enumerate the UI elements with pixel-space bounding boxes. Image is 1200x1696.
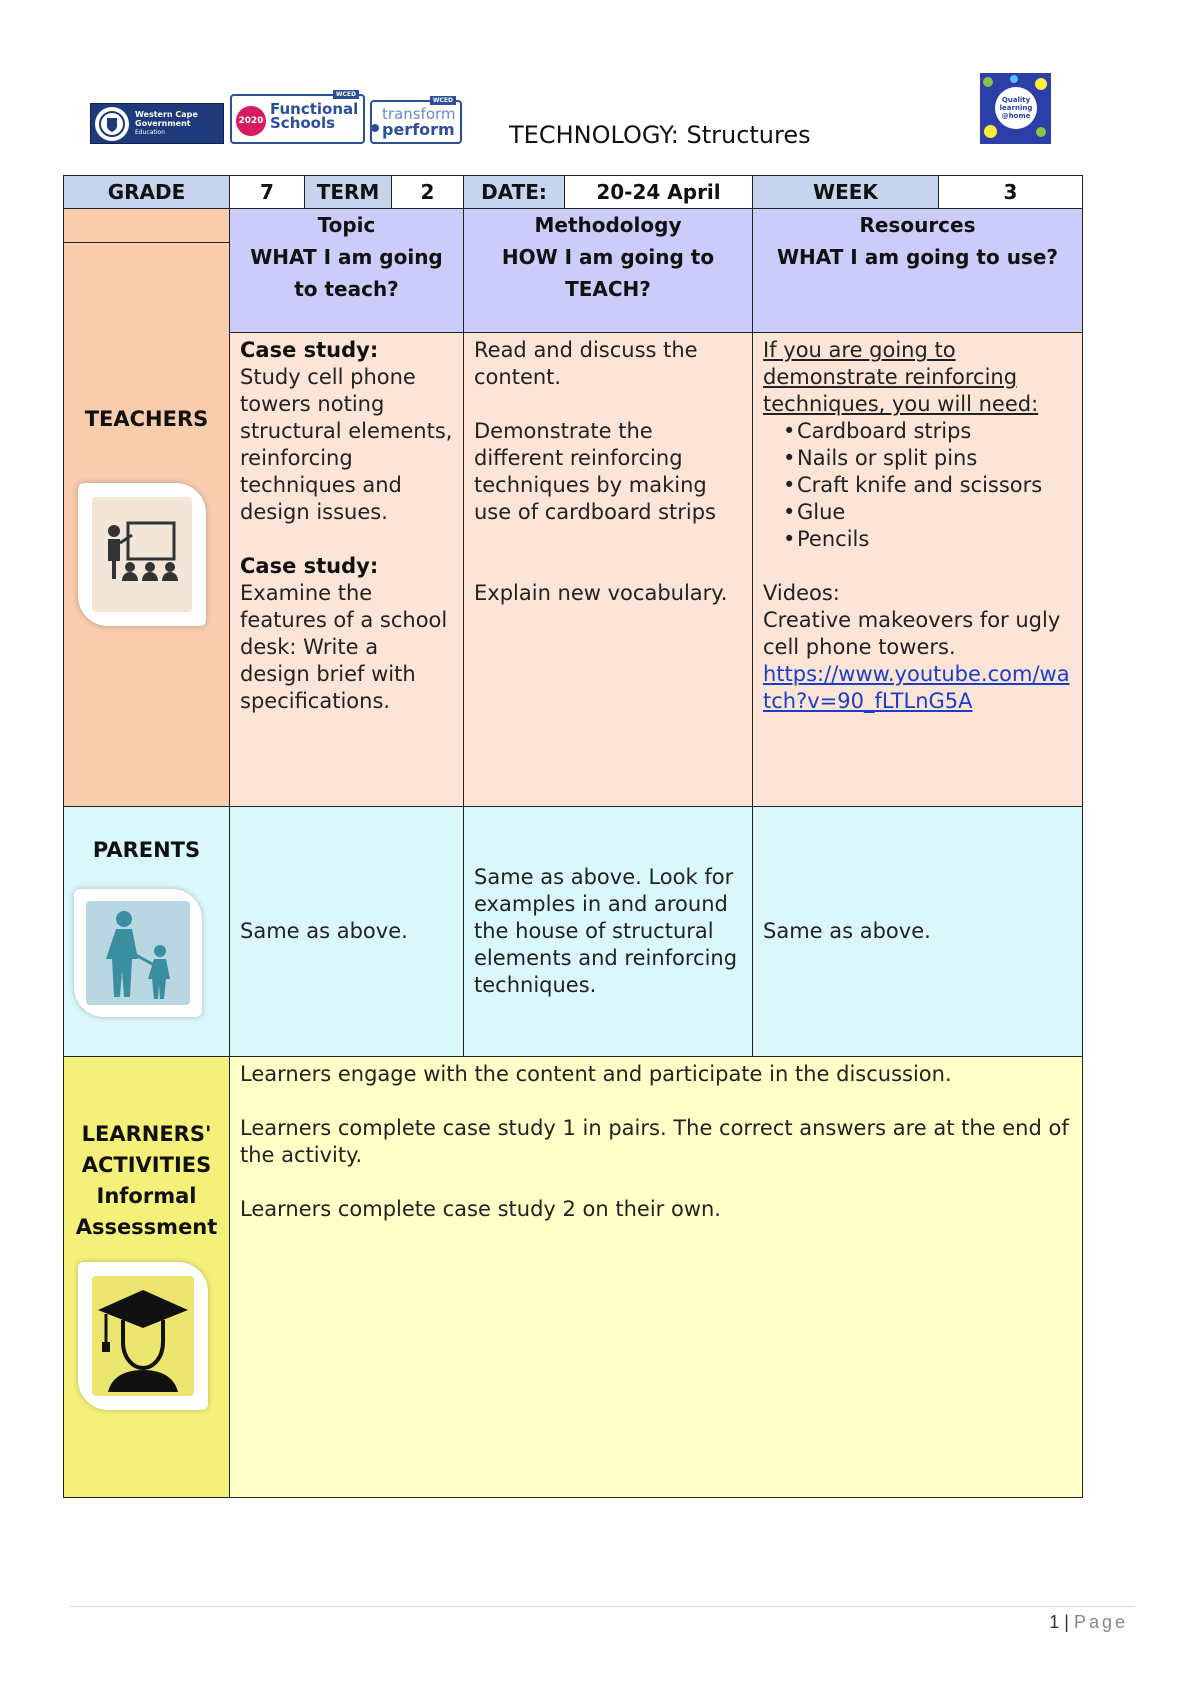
parents-methodology-text: Same as above. Look for examples in and around the house of structural elements and reinforcing techniques. [474, 865, 738, 997]
learners-p3: Learners complete case study 2 on their own. [240, 1197, 721, 1221]
resource-item: • Craft knife and scissors [783, 472, 1072, 499]
page-word: Page [1073, 1612, 1128, 1632]
parents-resources-text: Same as above. [763, 919, 931, 943]
western-cape-government-logo [90, 103, 224, 144]
video-link[interactable]: https://www.youtube.com/watch?v=90_fLTLnG5A [763, 662, 1070, 713]
resources-header-line1: Resources [859, 213, 976, 237]
topic-header-line1: Topic [317, 213, 376, 237]
page-number: 1 [1049, 1612, 1060, 1632]
blank-header-cell [63, 208, 230, 243]
resource-item: • Cardboard strips [783, 418, 1072, 445]
perform-word: perform [382, 120, 455, 139]
methodology-column-header [463, 208, 753, 333]
footer-divider [70, 1606, 1135, 1607]
parents-resources-cell [752, 806, 1083, 1057]
resource-item: • Nails or split pins [783, 445, 1072, 472]
methodology-header-line1: Methodology [534, 213, 682, 237]
resources-column-header [752, 208, 1083, 333]
teacher-presenting-icon [78, 483, 206, 626]
coat-of-arms-icon [95, 107, 129, 141]
quality-learning-at-home-logo [980, 73, 1051, 144]
methodology-header-line3: TEACH? [565, 277, 651, 301]
wcg-line1: Western Cape [135, 110, 198, 119]
parents-label: PARENTS [92, 838, 201, 862]
learners-p1: Learners engage with the content and participate in the discussion. [240, 1062, 952, 1086]
schools-word: Schools [270, 114, 336, 132]
methodology-p3: Explain new vocabulary. [474, 581, 728, 605]
week-value: 3 [938, 175, 1083, 209]
transform-perform-logo [370, 97, 462, 144]
footer-separator: | [1064, 1612, 1069, 1632]
learners-activities-cell [229, 1056, 1083, 1498]
year-2020-badge: 2020 [236, 106, 266, 136]
methodology-p1: Read and discuss the content. [474, 338, 698, 389]
videos-label: Videos: [763, 581, 840, 605]
case-study-1-heading: Case study: [240, 338, 379, 362]
date-label: DATE: [463, 175, 565, 209]
teachers-side-cell [63, 242, 230, 882]
learners-label-line1: LEARNERS' [81, 1122, 212, 1146]
topic-column-header [229, 208, 464, 333]
case-study-2-heading: Case study: [240, 554, 379, 578]
wced-tag: WCED [333, 90, 359, 99]
teachers-topic-cell [229, 332, 464, 807]
bullet-dot-icon [371, 124, 379, 132]
methodology-p2: Demonstrate the different reinforcing techniques by making use of cardboard strips [474, 419, 717, 524]
parents-topic-cell [229, 806, 464, 1057]
topic-header-line3: to teach? [294, 277, 399, 301]
wcg-line2: Government [135, 119, 191, 128]
case-study-1-text: Study cell phone towers noting structural elements, reinforcing techniques and design issues. [240, 365, 453, 524]
resource-item: • Pencils [783, 526, 1072, 553]
grade-label: GRADE [63, 175, 230, 209]
transform-word: transform [382, 105, 456, 123]
graduate-cap-icon [78, 1262, 208, 1410]
parent-and-child-icon [74, 889, 202, 1017]
resources-list [763, 418, 1072, 553]
week-label: WEEK [752, 175, 939, 209]
teachers-methodology-cell [463, 332, 753, 807]
grade-value: 7 [229, 175, 305, 209]
parents-topic-text: Same as above. [240, 919, 408, 943]
case-study-2-text: Examine the features of a school desk: Write a design brief with specifications. [240, 581, 448, 713]
learners-label-line2: ACTIVITIES [81, 1153, 212, 1177]
learners-p2: Learners complete case study 1 in pairs. The correct answers are at the end of the activity. [240, 1116, 1069, 1167]
methodology-header-line2: HOW I am going to [501, 245, 715, 269]
resources-intro: If you are going to demonstrate reinforcing techniques, you will need: [763, 338, 1039, 416]
resources-header-line2: WHAT I am going to use? [776, 245, 1059, 269]
teachers-label: TEACHERS [84, 407, 209, 431]
learners-label-line4: Assessment [75, 1215, 218, 1239]
learners-side-cell [63, 1056, 230, 1498]
functional-word: Functional [270, 100, 359, 118]
video-title: Creative makeovers for ugly cell phone towers. [763, 608, 1061, 659]
term-label: TERM [304, 175, 392, 209]
parents-side-cell [63, 806, 230, 1057]
learners-label-line3: Informal [96, 1184, 197, 1208]
wced-tag: WCED [430, 96, 456, 105]
parents-methodology-cell [463, 806, 753, 1057]
topic-header-line2: WHAT I am going [250, 245, 443, 269]
date-value: 20-24 April [564, 175, 753, 209]
functional-schools-logo [230, 91, 365, 144]
term-value: 2 [391, 175, 464, 209]
wcg-line3: Education [135, 129, 165, 136]
resource-item: • Glue [783, 499, 1072, 526]
document-title: TECHNOLOGY: Structures [509, 121, 811, 149]
lesson-plan-table [63, 175, 1083, 1498]
page-footer [1049, 1612, 1128, 1633]
quality-learning-text: Quality learning @home [995, 87, 1037, 129]
teachers-resources-cell [752, 332, 1083, 807]
